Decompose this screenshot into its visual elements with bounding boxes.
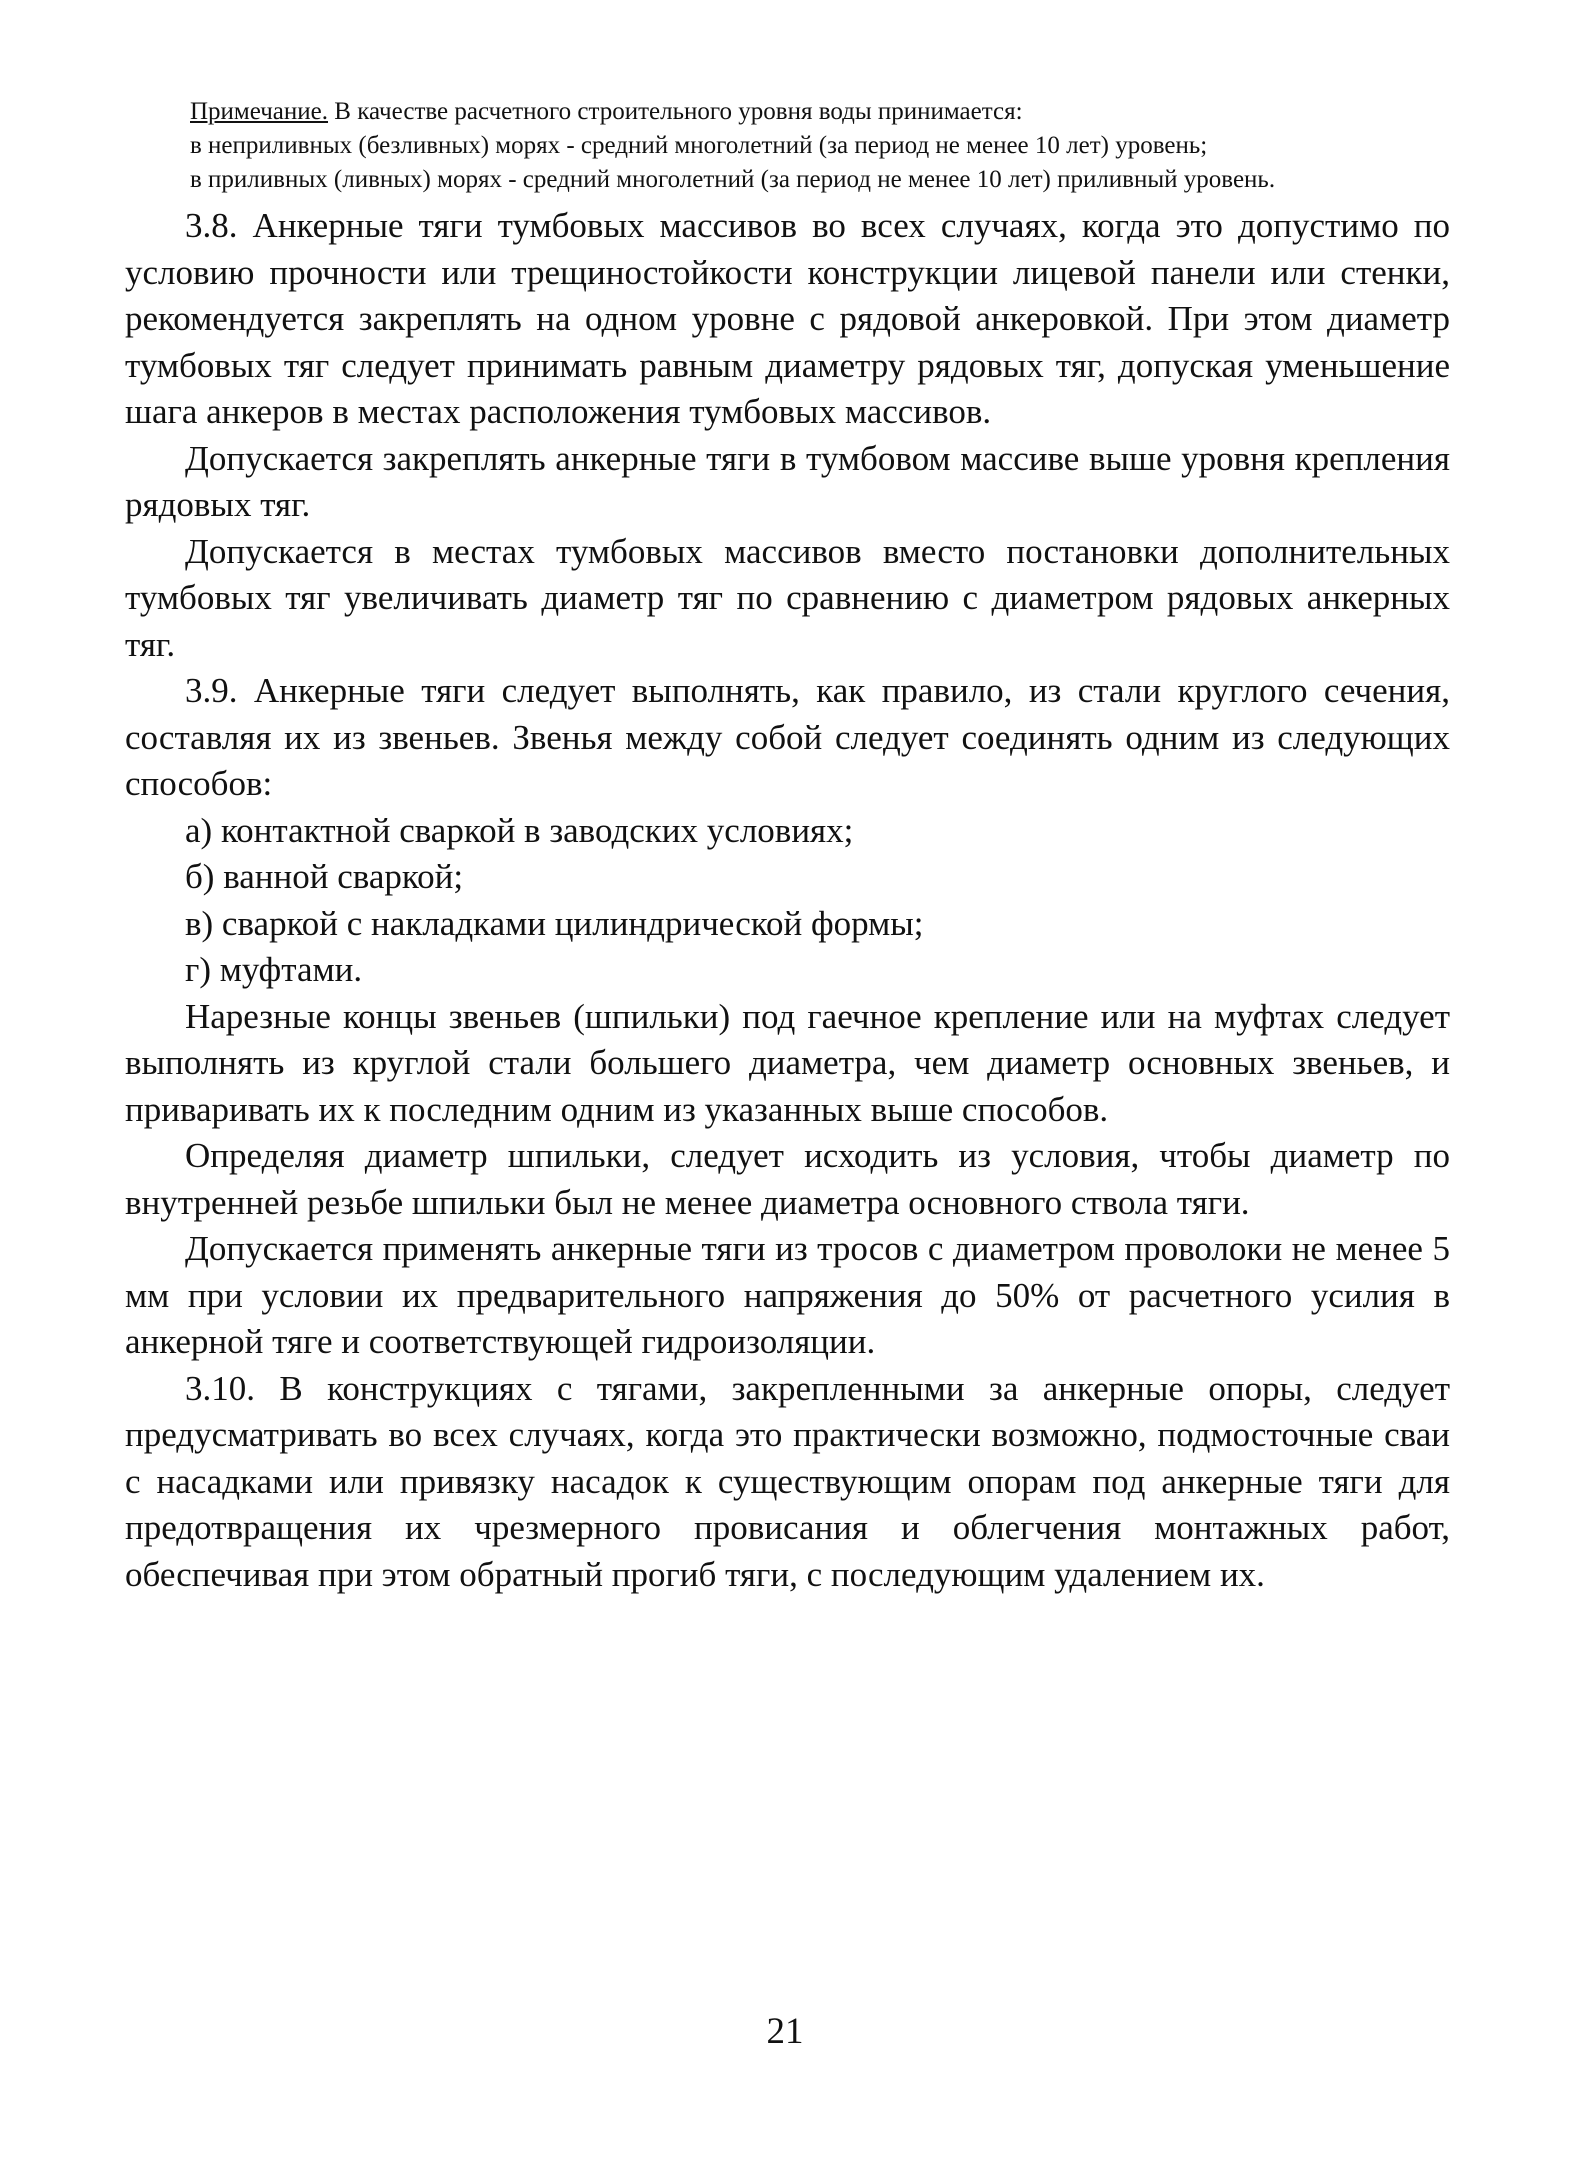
paragraph-3-9: 3.9. Анкерные тяги следует выполнять, как правило, из стали круглого сечения, составляя их из звеньев. Звенья между собой следует соединять одним из следующих способов:	[125, 671, 1450, 803]
note-label: Примечание.	[190, 98, 329, 125]
list-item: г) муфтами.	[185, 950, 363, 989]
note-line-2: в неприливных (безливных) морях - средний многолетний (за период не менее 10 лет) уровень;	[190, 132, 1208, 159]
list-item: б) ванной сваркой;	[185, 857, 464, 896]
paragraph: Определяя диаметр шпильки, следует исходить из условия, чтобы диаметр по внутренней резьбе шпильки был не менее диаметра основного ствола тяги.	[125, 1136, 1450, 1222]
page-number: 21	[766, 2011, 804, 2052]
paragraph: Допускается в местах тумбовых массивов вместо постановки дополнительных тумбовых тяг увеличивать диаметр тяг по сравнению с диаметром рядовых анкерных тяг.	[125, 531, 1450, 664]
paragraph-3-10: 3.10. В конструкциях с тягами, закрепленными за анкерные опоры, следует предусматривать во всех случаях, когда это практически возможно, подмосточные сваи с насадками или привязку насадок к существующим опорам под анкерные тяги для предотвращения их чрезмерного провисания и облегчения монтажных работ, обеспечивая при этом обратный прогиб тяги, с последующим удалением их.	[125, 1368, 1450, 1594]
paragraph: Допускается применять анкерные тяги из тросов с диаметром проволоки не менее 5 мм при условии их предварительного напряжения до 50% от расчетного усилия в анкерной тяге и соответствующей гидроизоляции.	[125, 1229, 1450, 1361]
list-item: в) сваркой с накладками цилиндрической формы;	[185, 903, 924, 943]
body-text	[125, 203, 1450, 1598]
document-page	[125, 95, 1450, 1598]
list-item: а) контактной сваркой в заводских условиях;	[185, 810, 854, 850]
paragraph: Нарезные концы звеньев (шпильки) под гаечное крепление или на муфтах следует выполнять из круглой стали большего диаметра, чем диаметр основных звеньев, и приваривать их к последним одним из указанных выше способов.	[125, 996, 1450, 1129]
paragraph-3-8: 3.8. Анкерные тяги тумбовых массивов во всех случаях, когда это допустимо по условию прочности или трещиностойкости конструкции лицевой панели или стенки, рекомендуется закреплять на одном уровне с рядовой анкеровкой. При этом диаметр тумбовых тяг следует принимать равным диаметру рядовых тяг, допуская уменьшение шага анкеров в местах расположения тумбовых массивов.	[125, 206, 1450, 431]
note-block	[125, 95, 1450, 197]
paragraph: Допускается закреплять анкерные тяги в тумбовом массиве выше уровня крепления рядовых тяг.	[125, 438, 1450, 524]
note-line-1	[125, 95, 1450, 129]
note-text: В качестве расчетного строительного уровня воды принимается:	[328, 98, 1023, 125]
note-line-3: в приливных (ливных) морях - средний многолетний (за период не менее 10 лет) приливный уровень.	[190, 166, 1276, 193]
